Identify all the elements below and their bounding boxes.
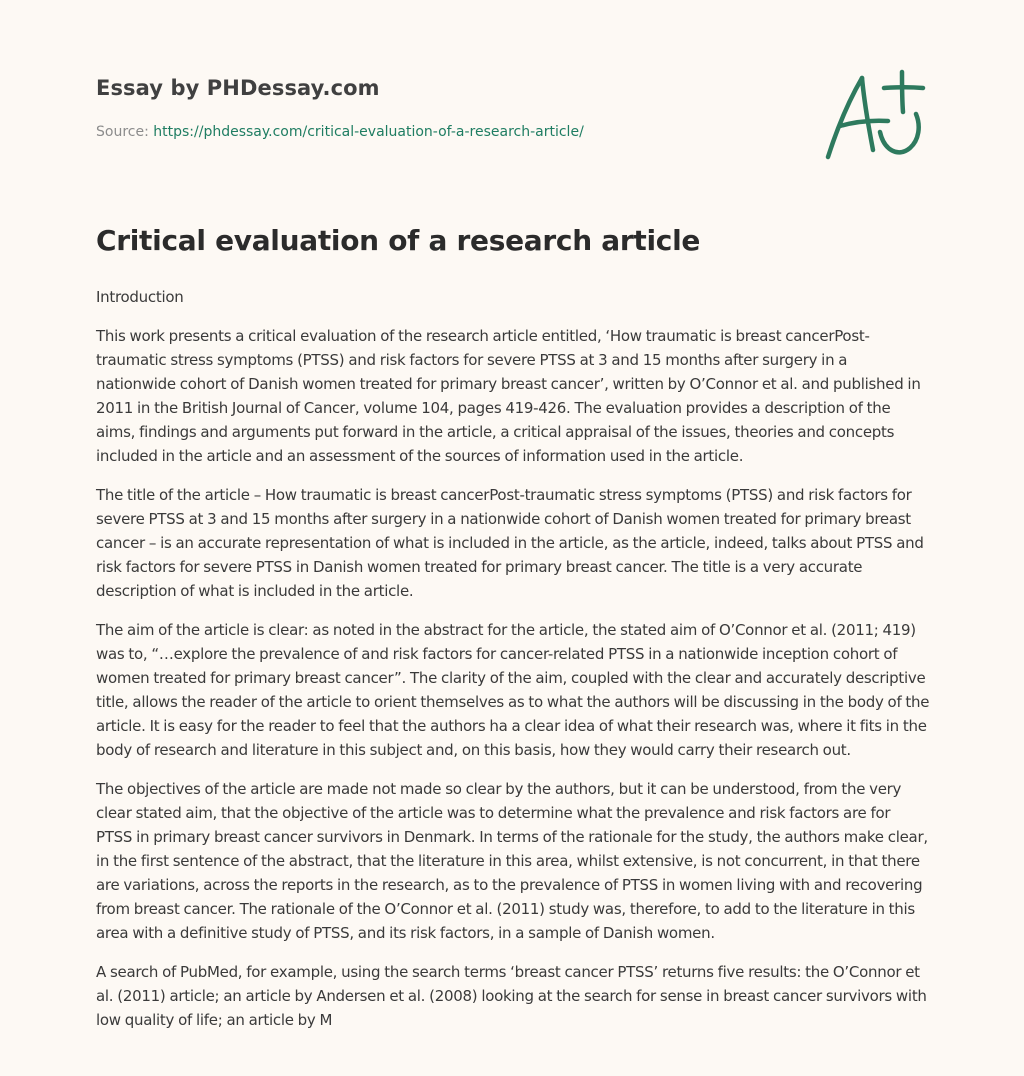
article-title: Critical evaluation of a research article	[96, 224, 701, 257]
paragraph: This work presents a critical evaluation of the research article entitled, ‘How traumatic is breast cancerPost-traumatic stress symptoms (PTSS) and risk factors for severe PTSS at 3 and 15 months after surgery in a nationwide cohort of Danish women treated for primary breast cancer’, written by O’Connor et al. and published in 2011 in the British Journal of Cancer, volume 104, pages 419-426. The evaluation provides a description of the aims, findings and arguments put forward in the article, a critical appraisal of the issues, theories and concepts included in the article and an assessment of the sources of information used in the article.	[96, 327, 921, 465]
a-plus-logo-icon	[818, 66, 930, 168]
paragraph: A search of PubMed, for example, using the search terms ‘breast cancer PTSS’ returns five results: the O’Connor et al. (2011) article; an article by Andersen et al. (2008) looking at the search for sense in breast cancer survivors with low quality of life; an article by M	[96, 963, 927, 1029]
article-body	[96, 285, 930, 1047]
paragraph: The title of the article – How traumatic is breast cancerPost-traumatic stress symptoms (PTSS) and risk factors for severe PTSS at 3 and 15 months after surgery in a nationwide cohort of Danish women treated for primary breast cancer – is an accurate representation of what is included in the article, as the article, indeed, talks about PTSS and risk factors for severe PTSS in Danish women treated for primary breast cancer. The title is a very accurate description of what is included in the article.	[96, 486, 924, 600]
source-link[interactable]: https://phdessay.com/critical-evaluation-of-a-research-article/	[153, 124, 584, 140]
paragraph: The aim of the article is clear: as noted in the abstract for the article, the stated aim of O’Connor et al. (2011; 419) was to, “…explore the prevalence of and risk factors for cancer-related PTSS in a nationwide inception cohort of women treated for primary breast cancer”. The clarity of the aim, coupled with the clear and accurately descriptive title, allows the reader of the article to orient themselves as to what the authors will be discussing in the body of the article. It is easy for the reader to feel that the authors ha a clear idea of what their research was, where it fits in the body of research and literature in this subject and, on this basis, how they would carry their research out.	[96, 621, 930, 759]
section-heading: Introduction	[96, 288, 184, 306]
source-label: Source:	[96, 124, 154, 140]
paragraph: The objectives of the article are made not made so clear by the authors, but it can be understood, from the very clear stated aim, that the objective of the article was to determine what the prevalence and risk factors are for PTSS in primary breast cancer survivors in Denmark. In terms of the rationale for the study, the authors make clear, in the first sentence of the abstract, that the literature in this area, whilst extensive, is not concurrent, in that there are variations, across the reports in the research, as to the prevalence of PTSS in women living with and recovering from breast cancer. The rationale of the O’Connor et al. (2011) study was, therefore, to add to the literature in this area with a definitive study of PTSS, and its risk factors, in a sample of Danish women.	[96, 780, 928, 942]
site-title: Essay by PHDessay.com	[96, 76, 380, 100]
a-plus-logo	[818, 66, 930, 168]
source-line	[96, 124, 584, 140]
